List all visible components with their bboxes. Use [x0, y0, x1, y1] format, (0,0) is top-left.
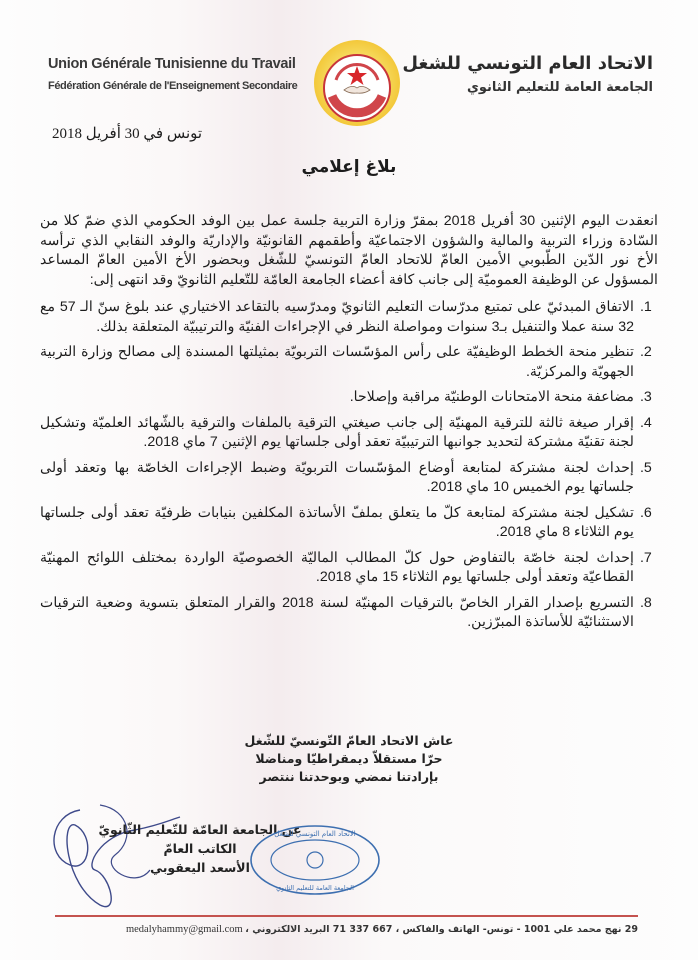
- list-item: 6. تشكيل لجنة مشتركة لمتابعة كلّ ما يتعلق بملفّ الأساتذة المكلفين بنيابات ظرفيّة تعقد أولى جلساتها يوم الثلاثاء 8 ماي 2018.: [40, 504, 636, 543]
- header-french: [48, 56, 298, 92]
- federation-name-french: Fédération Générale de l'Enseignement Secondaire: [48, 80, 298, 92]
- document-title: بلاغ إعلامي: [301, 157, 397, 177]
- slogan-line: عاش الاتحاد العامّ التّونسيّ للشّغل: [244, 733, 454, 748]
- header-arabic: [402, 53, 653, 95]
- list-item: 4. إقرار صيغة ثالثة للترقية المهنيّة إلى جانب صيغتي الترقية بالملفات والترقية بالشّهائد العلميّة وتشكيل لجنة تقنيّة مشتركة لتحديد جوانبها الترتيبيّة تعقد أولى جلساتها يوم الإثنين 7 ماي 2018.: [40, 414, 636, 453]
- closing-slogan: [0, 732, 698, 786]
- intro-paragraph: انعقدت اليوم الإثنين 30 أفريل 2018 بمقرّ وزارة التربية جلسة عمل بين الوفد الحكومي الذي ضمّ كلا من السّادة وزراء التربية والمالية والشؤون الاجتماعيّة وأطقمهم القانونيّة والإداريّة والوفد النقابي الذي ترأسه الأخ نور الدّين الطّبوبي الأمين العامّ للاتحاد العامّ التونسيّ للشّغل وبحضور الأخ الأمين العامّ المساعد المسؤول عن الوظيفة العموميّة إلى جانب كافة أعضاء الجامعة العامّة للتّعليم الثانويّ وقد انتهى إلى:: [40, 213, 658, 288]
- stamp-text-bottom: الجامعة العامة للتعليم الثانوي: [276, 884, 354, 892]
- footer-contact: [70, 924, 638, 935]
- list-item: 7. إحداث لجنة خاصّة بالتفاوض حول كلّ المطالب الماليّة الخصوصيّة الواردة بمختلف اللوائح المهنيّة القطاعيّة وتعقد أولى جلساتها يوم الثلاثاء 15 ماي 2018.: [40, 549, 636, 588]
- list-item: 2. تنظير منحة الخطط الوظيفيّة على رأس المؤسّسات التربويّة بمثيلتها المسندة إلى مصالح وزارة التربية الجهويّة والمركزيّة.: [40, 343, 636, 382]
- list-item: 5. إحداث لجنة مشتركة لمتابعة أوضاع المؤسّسات التربويّة وضبط الإجراءات الخاصّة بها وتعقد أولى جلساتها يوم الخميس 10 ماي 2018.: [40, 459, 636, 498]
- document-body: [40, 212, 658, 639]
- slogan-line: بإرادتنا نمضي وبوحدتنا ننتصر: [259, 769, 439, 784]
- signatory-name: الأسعد اليعقوبي: [150, 860, 250, 875]
- stamp-text-top: الاتحاد العام التونسي للشغل: [274, 830, 356, 838]
- union-name-french: Union Générale Tunisienne du Travail: [48, 56, 296, 72]
- union-name-arabic: الاتحاد العام التونسي للشغل: [402, 53, 653, 74]
- outcomes-list: [40, 298, 658, 633]
- footer-divider: [55, 915, 638, 917]
- stamp-inner-ring: [271, 840, 359, 880]
- signatory-role: الكاتب العامّ: [163, 841, 237, 856]
- federation-name-arabic: الجامعة العامة للتعليم الثانوي: [466, 80, 653, 95]
- list-item: 3. مضاعفة منحة الامتحانات الوطنيّة مراقبة وإصلاحا.: [40, 388, 636, 408]
- official-stamp: [248, 822, 382, 898]
- signatory-organization: عن الجامعة العامّة للتّعليم الثّانويّ: [98, 822, 302, 837]
- document-date: تونس في 30 أفريل 2018: [52, 126, 203, 142]
- ugtt-emblem-logo: [312, 38, 402, 128]
- list-item: 1. الاتفاق المبدئيّ على تمتيع مدرّسات التعليم الثانويّ ومدرّسيه بالتقاعد الاختياري عند بلوغ سنّ الـ 57 مع 32 سنة عملا والتنفيل بـ3 سنوات ومواصلة النظر في الإجراءات الفنيّة والترتيبيّة المتعلقة بذلك.: [40, 298, 636, 337]
- list-item: 8. التسريع بإصدار القرار الخاصّ بالترقيات المهنيّة لسنة 2018 والقرار المتعلق بتسوية وضعية الترقيات الاستثنائيّة للأساتذة المبرّزين.: [40, 594, 636, 633]
- footer-address: 29 نهج محمد علي 1001 - تونس- الهاتف والفاكس ، 667 337 71 البريد الالكتروني ،: [245, 924, 638, 935]
- stamp-emblem-icon: [307, 852, 323, 868]
- footer-email: medalyhammy@gmail.com: [125, 924, 243, 935]
- slogan-line: حرّا مستقلاّ ديمقراطيّا ومناضلا: [255, 751, 443, 766]
